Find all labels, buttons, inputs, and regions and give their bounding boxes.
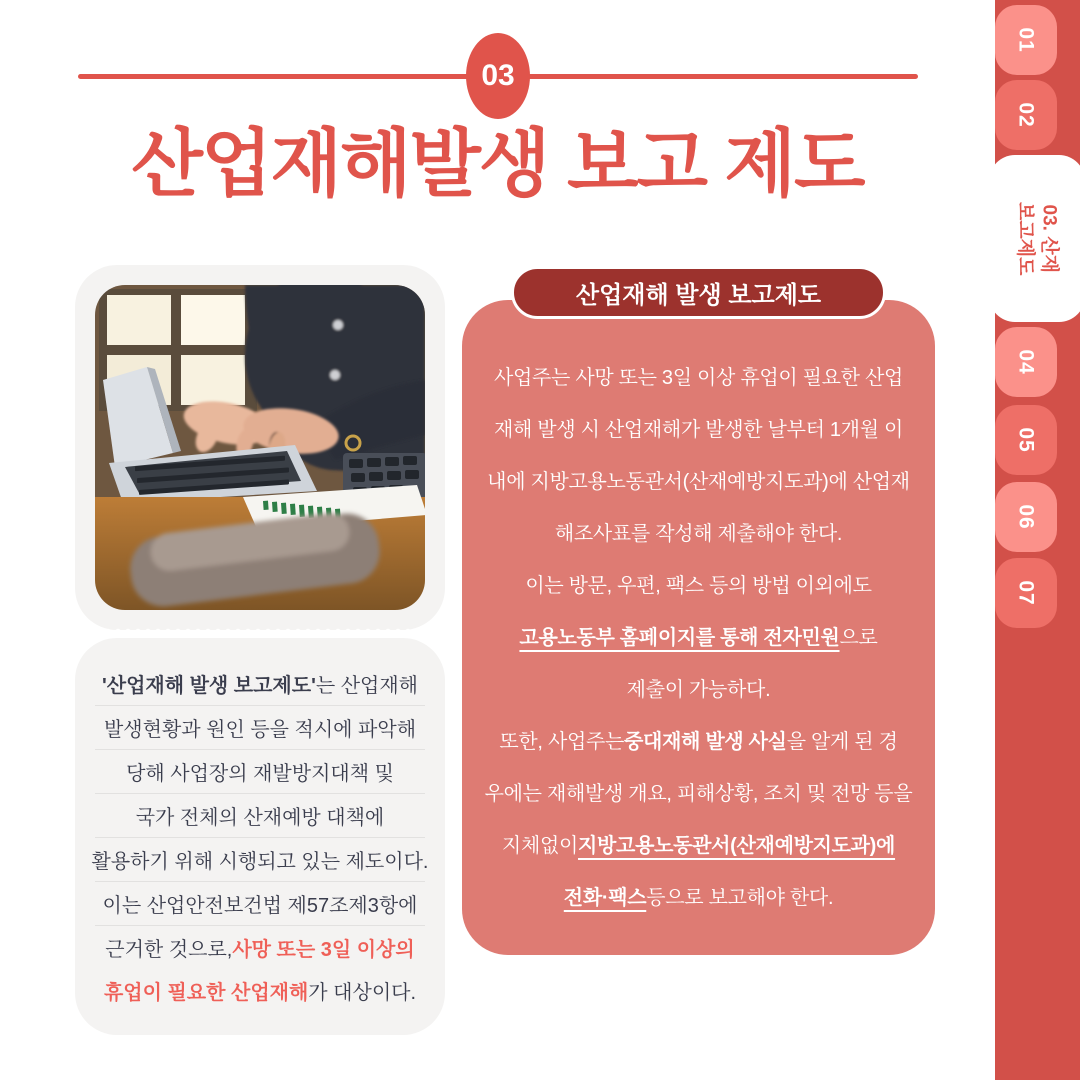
text-segment: 는 산업재해 (315, 674, 418, 697)
section-number-badge: 03 (466, 33, 530, 119)
info-line (105, 926, 414, 969)
text-segment: 근거한 것으로, (105, 938, 233, 961)
tab-label: 06 (1014, 504, 1038, 530)
tab-label: 04 (1014, 349, 1038, 375)
tab-label: 02 (1014, 102, 1038, 128)
text-segment: 재해 발생 시 산업재해가 발생한 날부터 1개월 이 (494, 418, 903, 441)
tab-05[interactable] (995, 405, 1057, 475)
tab-label: 01 (1014, 27, 1038, 53)
link-text[interactable]: 고용노동부 홈페이지를 통해 전자민원 (519, 626, 840, 649)
report-line (464, 505, 933, 557)
report-line (464, 401, 933, 453)
report-line (464, 713, 933, 765)
report-line (464, 765, 933, 817)
text-segment: 제출이 가능하다. (626, 678, 771, 701)
report-box (462, 300, 935, 955)
text-segment: 사망 또는 3일 이상의 (232, 938, 415, 961)
photo (95, 285, 425, 610)
tab-07[interactable] (995, 558, 1057, 628)
text-segment: 또한, 사업주는 (499, 730, 625, 753)
laptop-typing-photo-illustration (95, 285, 425, 610)
text-segment: 중대재해 발생 사실 (624, 730, 787, 753)
info-card (75, 638, 445, 1035)
report-line (464, 869, 933, 921)
text-segment: 우에는 재해발생 개요, 피해상황, 조치 및 전망 등을 (484, 782, 913, 805)
text-segment: 이는 방문, 우편, 팩스 등의 방법 이외에도 (525, 574, 872, 597)
text-segment: 해조사표를 작성해 제출해야 한다. (554, 522, 843, 545)
tab-label: 05 (1014, 427, 1038, 453)
tab-06[interactable] (995, 482, 1057, 552)
link-text[interactable]: 전화·팩스 (563, 886, 647, 909)
info-line (104, 969, 416, 1012)
text-segment: 당해 사업장의 재발방지대책 및 (126, 762, 394, 785)
text-segment: 지체없이 (501, 834, 579, 857)
text-segment: 국가 전체의 산재예방 대책에 (135, 806, 385, 829)
link-text[interactable]: 지방고용노동관서(산재예방지도과)에 (578, 834, 896, 857)
report-line (464, 453, 933, 505)
dotted-divider (95, 628, 425, 635)
tab-02[interactable] (995, 80, 1057, 150)
text-segment: '산업재해 발생 보고제도' (102, 674, 316, 697)
text-segment: 이는 산업안전보건법 제57조제3항에 (102, 894, 418, 917)
tab-label: 07 (1014, 580, 1038, 606)
text-segment: 으로 (839, 626, 878, 649)
report-line (464, 557, 933, 609)
info-line (102, 662, 418, 705)
info-line (104, 706, 416, 749)
info-line (103, 882, 418, 925)
text-segment: 활용하기 위해 시행되고 있는 제도이다. (91, 850, 429, 873)
tab-03[interactable] (989, 155, 1080, 322)
text-segment: 발생현황과 원인 등을 적시에 파악해 (103, 718, 417, 741)
text-segment: 을 알게 된 경 (786, 730, 898, 753)
page-title: 산업재해발생 보고 제도 (131, 122, 864, 205)
info-line (126, 750, 394, 793)
text-segment: 사업주는 사망 또는 3일 이상 휴업이 필요한 산업 (494, 366, 903, 389)
photo-card (75, 265, 445, 630)
report-line (464, 817, 933, 869)
text-segment: 휴업이 필요한 산업재해 (103, 981, 309, 1004)
info-line (136, 794, 385, 837)
text-segment: 등으로 보고해야 한다. (646, 886, 834, 909)
tab-01[interactable] (995, 5, 1057, 75)
report-body (464, 349, 933, 921)
tab-label: 03. 산재 보고제도 (1014, 201, 1060, 276)
report-line (464, 349, 933, 401)
report-line (464, 609, 933, 661)
report-box-title-pill: 산업재해 발생 보고제도 (511, 266, 886, 319)
section-tab-strip (995, 0, 1080, 1080)
text-segment: 내에 지방고용노동관서(산재예방지도과)에 산업재 (487, 470, 910, 493)
tab-04[interactable] (995, 327, 1057, 397)
text-segment: 가 대상이다. (308, 981, 417, 1004)
info-line (92, 838, 429, 881)
report-line (464, 661, 933, 713)
